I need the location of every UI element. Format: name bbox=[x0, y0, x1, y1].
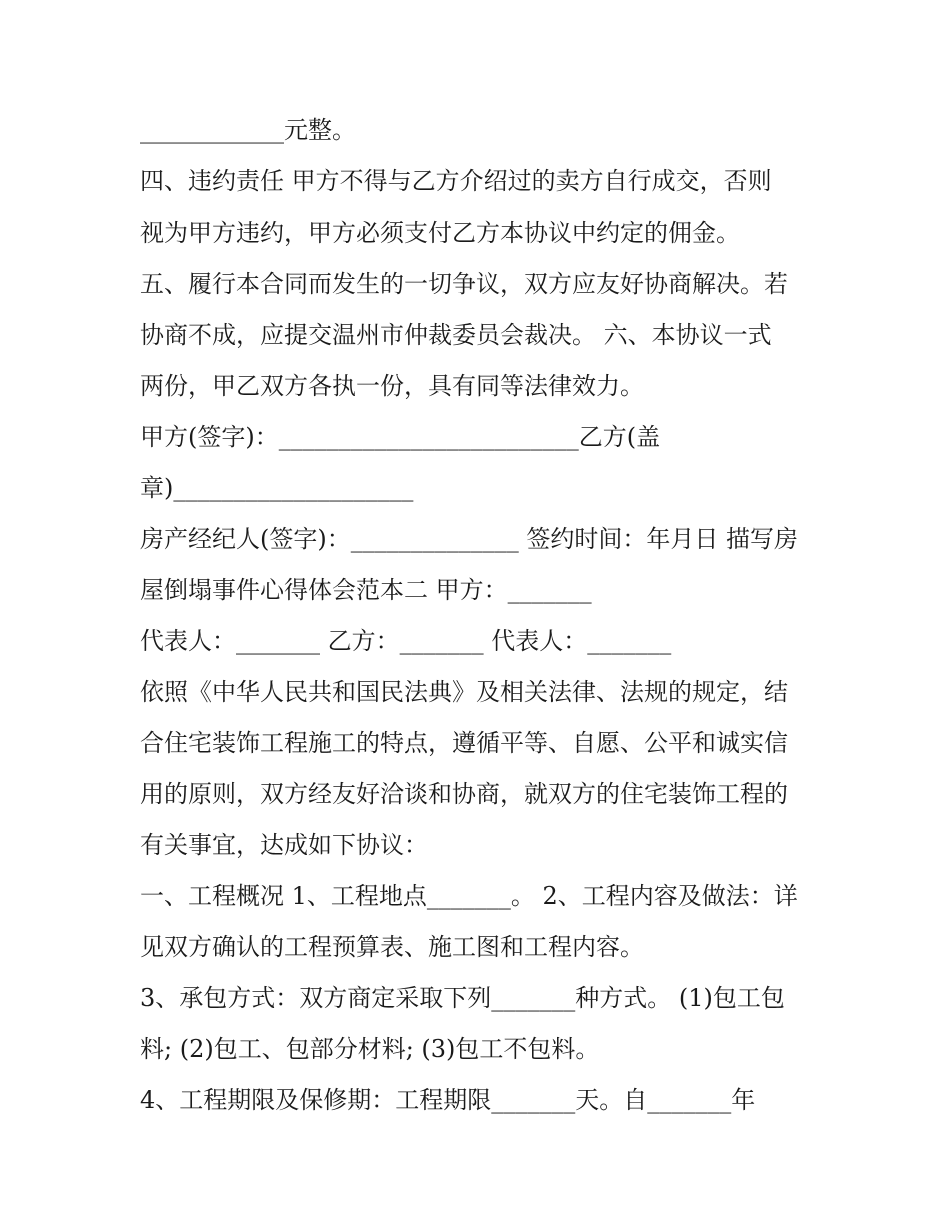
signature-line-party-a: 甲方(签字)：_________________________乙方(盖 bbox=[140, 423, 661, 451]
text-line: 四、违约责任 甲方不得与乙方介绍过的卖方自行成交，否则 bbox=[140, 167, 772, 195]
text-line: 3、承包方式：双方商定采取下列_______种方式。 (1)包工包 bbox=[140, 984, 785, 1012]
text-line: 依照《中华人民共和国民法典》及相关法律、法规的规定，结 bbox=[140, 678, 788, 706]
text-line: 一、工程概况 1、工程地点_______。 2、工程内容及做法：详 bbox=[140, 882, 798, 910]
representatives-line: 代表人：_______ 乙方：_______ 代表人：_______ bbox=[140, 627, 672, 655]
signature-line-party-b: 章)____________________ bbox=[140, 474, 414, 502]
text-line: ____________元整。 bbox=[140, 116, 356, 144]
text-line: 有关事宜，达成如下协议： bbox=[140, 831, 428, 859]
text-line: 4、工程期限及保修期：工程期限_______天。自_______年 bbox=[140, 1086, 756, 1114]
text-line: 料; (2)包工、包部分材料; (3)包工不包料。 bbox=[140, 1035, 600, 1063]
text-line: 协商不成，应提交温州市仲裁委员会裁决。 六、本协议一式 bbox=[140, 321, 772, 349]
text-line: 用的原则，双方经友好洽谈和协商，就双方的住宅装饰工程的 bbox=[140, 780, 788, 808]
text-line: 视为甲方违约，甲方必须支付乙方本协议中约定的佣金。 bbox=[140, 219, 740, 247]
text-line: 合住宅装饰工程施工的特点，遵循平等、自愿、公平和诚实信 bbox=[140, 729, 788, 757]
text-line: 屋倒塌事件心得体会范本二 甲方：_______ bbox=[140, 576, 592, 604]
text-line: 见双方确认的工程预算表、施工图和工程内容。 bbox=[140, 933, 644, 961]
text-line: 两份，甲乙双方各执一份，具有同等法律效力。 bbox=[140, 372, 644, 400]
text-line: 五、履行本合同而发生的一切争议，双方应友好协商解决。若 bbox=[140, 270, 788, 298]
signature-line-agent: 房产经纪人(签字)：______________ 签约时间：年月日 描写房 bbox=[140, 525, 798, 553]
